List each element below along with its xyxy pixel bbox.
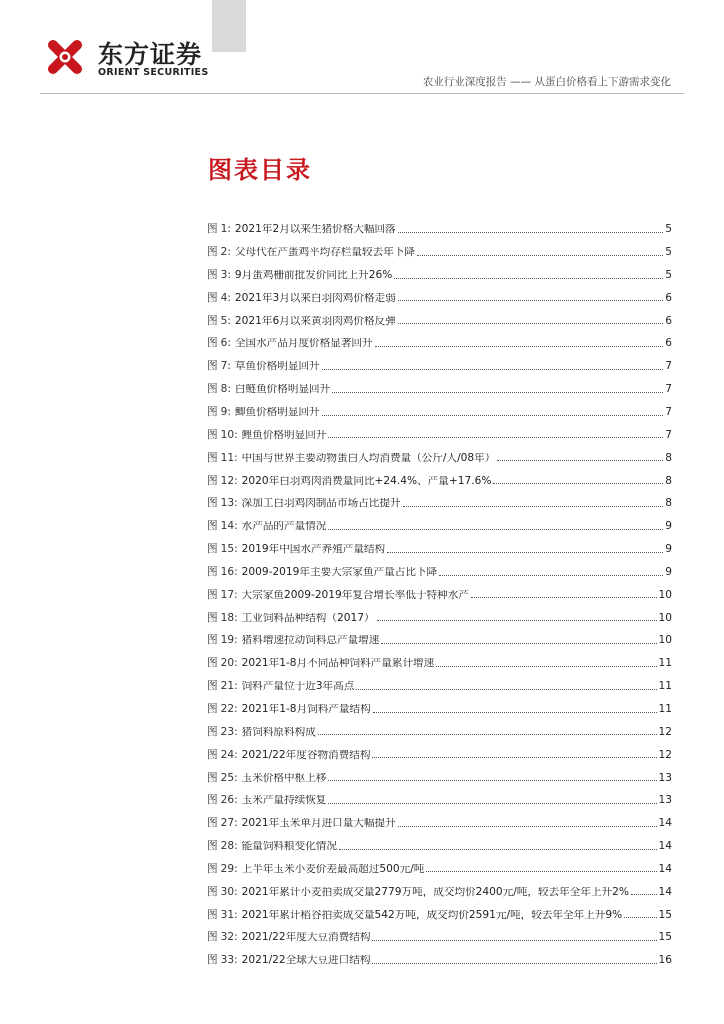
toc-entry-figure-number [207, 727, 242, 738]
toc-entry-prefix: 图 [207, 520, 218, 533]
toc-entry-leader-dots [328, 779, 656, 781]
toc-entry-page-number: 10 [658, 611, 672, 624]
toc-entry-prefix: 图 [207, 611, 218, 624]
toc-entry-title: 2021年1-8月饲料产量结构 [241, 703, 371, 715]
toc-entry-leader-dots [436, 665, 656, 667]
toc-entry-title: 2020年白羽鸡肉消费量同比+24.4%、产量+17.6% [241, 475, 492, 487]
toc-entry-prefix: 图 [207, 383, 218, 396]
toc-entry-prefix: 图 [207, 771, 218, 784]
toc-entry-prefix: 图 [207, 794, 218, 807]
toc-entry-page-number: 7 [665, 406, 672, 418]
toc-entry-page-number: 11 [658, 680, 672, 693]
toc-entry-figure-number [207, 658, 242, 669]
toc-entry-leader-dots [439, 574, 663, 576]
toc-entry-title: 鲤鱼价格明显回升 [241, 429, 327, 441]
toc-entry-leader-dots [372, 756, 656, 758]
toc-entry[interactable] [207, 920, 672, 943]
toc-entry[interactable] [207, 281, 672, 304]
toc-entry-page-number: 9 [665, 520, 672, 533]
toc-entry-prefix: 图 [207, 954, 218, 967]
toc-entry-title: 2021年累计稻谷拍卖成交量542万吨，成交均价2591元/吨，较去年全年上升9% [241, 909, 623, 921]
toc-entry-figure-number [207, 795, 242, 806]
toc-entry-leader-dots [398, 322, 664, 324]
toc-entry-number: 12: [220, 474, 238, 487]
toc-entry-title: 父母代在产蛋鸡平均存栏量较去年下降 [234, 247, 415, 258]
toc-entry-leader-dots [372, 939, 656, 941]
toc-entry-number: 17: [220, 588, 238, 601]
toc-entry[interactable] [207, 852, 672, 875]
toc-entry-prefix: 图 [207, 565, 218, 578]
toc-entry[interactable] [207, 212, 672, 235]
toc-entry-leader-dots [328, 528, 663, 530]
toc-entry-leader-dots [322, 414, 664, 416]
toc-entry-figure-number [207, 681, 242, 692]
toc-entry-leader-dots [356, 688, 656, 690]
toc-entry-page-number: 11 [658, 702, 672, 715]
toc-entry-number: 2: [220, 246, 231, 259]
toc-entry-leader-dots [394, 277, 663, 279]
toc-entry-leader-dots [497, 459, 663, 461]
toc-entry-leader-dots [339, 848, 657, 850]
toc-entry-number: 15: [220, 543, 238, 556]
toc-entry-number: 29: [220, 862, 238, 875]
toc-entry-number: 25: [220, 771, 238, 784]
toc-entry-page-number: 5 [665, 246, 672, 259]
toc-entry[interactable] [207, 303, 672, 326]
toc-entry-page-number: 15 [658, 931, 672, 944]
toc-entry-figure-number [207, 521, 242, 532]
toc-entry-title: 工业饲料品种结构（2017） [241, 612, 375, 624]
toc-entry-prefix: 图 [207, 428, 218, 441]
toc-entry-figure-number [207, 361, 235, 372]
toc-entry[interactable] [207, 578, 672, 601]
toc-entry-figure-number [207, 224, 235, 235]
toc-entry-page-number: 13 [658, 794, 672, 807]
toc-entry-title: 大宗家鱼2009-2019年复合增长率低于特种水产 [241, 589, 469, 601]
toc-entry-page-number: 14 [658, 817, 672, 830]
toc-entry-prefix: 图 [207, 474, 218, 487]
toc-entry-title: 中国与世界主要动物蛋白人均消费量（公斤/人/08年） [241, 452, 496, 464]
toc-entry-prefix: 图 [207, 634, 218, 647]
toc-entry-prefix: 图 [207, 223, 218, 236]
toc-entry-title: 2021年1-8月不同品种饲料产量累计增速 [241, 658, 435, 669]
toc-entry-figure-number [207, 430, 242, 441]
toc-entry-title: 饲料产量位于近3年高点 [241, 681, 355, 692]
toc-entry-leader-dots [328, 436, 663, 438]
toc-entry-leader-dots [398, 825, 657, 827]
toc-entry-title: 2021年3月以来白羽肉鸡价格走弱 [234, 292, 396, 304]
toc-entry-number: 6: [220, 337, 231, 350]
toc-entry[interactable] [207, 874, 672, 897]
toc-entry[interactable] [207, 463, 672, 486]
toc-entry-prefix: 图 [207, 314, 218, 327]
toc-entry-prefix: 图 [207, 817, 218, 830]
toc-entry-number: 30: [220, 885, 238, 898]
brand-logo [40, 30, 210, 86]
toc-entry-page-number: 7 [665, 428, 672, 441]
toc-entry[interactable] [207, 943, 672, 966]
toc-entry-title: 草鱼价格明显回升 [234, 361, 320, 372]
toc-entry-number: 8: [220, 383, 231, 396]
toc-entry-figure-number [207, 841, 242, 852]
toc-entry-page-number: 6 [665, 337, 672, 350]
toc-entry-prefix: 图 [207, 337, 218, 350]
toc-entry-figure-number [207, 887, 242, 898]
toc-entry-title: 2009-2019年主要大宗家鱼产量占比下降 [241, 566, 438, 578]
toc-entry-figure-number [207, 932, 242, 943]
toc-entry-number: 19: [220, 634, 238, 647]
toc-entry-title: 2021/22全球大豆进口结构 [241, 955, 371, 966]
toc-entry-number: 21: [220, 680, 238, 693]
toc-entry-figure-number [207, 293, 235, 304]
toc-entry-page-number: 7 [665, 383, 672, 396]
toc-entry-number: 26: [220, 794, 238, 807]
toc-entry-title: 玉米价格中枢上移 [241, 772, 327, 784]
toc-entry-number: 22: [220, 702, 238, 715]
toc-entry-prefix: 图 [207, 908, 218, 921]
toc-entry[interactable] [207, 646, 672, 669]
toc-entry[interactable] [207, 623, 672, 646]
toc-entry[interactable] [207, 555, 672, 578]
header-divider [40, 93, 684, 94]
toc-entry[interactable] [207, 737, 672, 760]
toc-entry[interactable] [207, 600, 672, 623]
toc-entry-figure-number [207, 407, 235, 418]
toc-entry[interactable] [207, 669, 672, 692]
orient-logo-icon [40, 32, 90, 82]
header-side-strip [212, 0, 246, 52]
toc-entry-number: 14: [220, 520, 238, 533]
toc-entry-number: 33: [220, 954, 238, 967]
toc-entry-page-number: 14 [658, 885, 672, 898]
toc-entry-figure-number [207, 590, 242, 601]
toc-entry[interactable] [207, 806, 672, 829]
toc-entry-page-number: 6 [665, 314, 672, 327]
report-header-line: 农业行业深度报告 —— 从蛋白价格看上下游需求变化 [422, 76, 671, 88]
toc-entry-leader-dots [375, 345, 664, 347]
toc-entry-prefix: 图 [207, 748, 218, 761]
toc-entry-title: 上半年玉米小麦价差最高超过500元/吨 [241, 863, 425, 875]
toc-entry-prefix: 图 [207, 451, 218, 464]
toc-entry-leader-dots [426, 870, 656, 872]
toc-entry-page-number: 10 [658, 634, 672, 647]
brand-name-cn: 东方证券 [98, 40, 203, 69]
toc-list [207, 212, 672, 966]
toc-entry-page-number: 12 [658, 725, 672, 738]
toc-entry-number: 7: [220, 360, 231, 373]
toc-entry-title: 2021/22年度大豆消费结构 [241, 932, 371, 943]
toc-entry-page-number: 5 [665, 268, 672, 281]
toc-entry-leader-dots [403, 505, 664, 507]
toc-entry[interactable] [207, 760, 672, 783]
toc-entry-page-number: 15 [658, 908, 672, 921]
toc-entry-leader-dots [381, 642, 656, 644]
toc-entry[interactable] [207, 440, 672, 463]
toc-entry-page-number: 6 [665, 291, 672, 304]
toc-entry-page-number: 8 [665, 497, 672, 510]
toc-entry-figure-number [207, 544, 242, 555]
toc-entry-figure-number [207, 635, 242, 646]
toc-entry-number: 5: [220, 314, 231, 327]
toc-entry[interactable] [207, 395, 672, 418]
toc-entry-figure-number [207, 704, 242, 715]
toc-entry-title: 水产品的产量情况 [241, 521, 327, 532]
toc-entry[interactable] [207, 372, 672, 395]
toc-entry-figure-number [207, 567, 242, 578]
toc-entry-title: 2021年累计小麦拍卖成交量2779万吨，成交均价2400元/吨，较去年全年上升2% [241, 886, 629, 898]
toc-title: 图表目录 [208, 156, 312, 184]
toc-entry-title: 能量饲料粮变化情况 [241, 841, 337, 852]
toc-entry-title: 全国水产品月度价格显著回升 [234, 338, 373, 350]
toc-entry-leader-dots [624, 916, 656, 918]
toc-entry[interactable] [207, 509, 672, 532]
toc-entry-prefix: 图 [207, 657, 218, 670]
toc-entry-figure-number [207, 384, 235, 395]
toc-entry-leader-dots [387, 551, 663, 553]
toc-entry-number: 13: [220, 497, 238, 510]
toc-entry-number: 28: [220, 840, 238, 853]
toc-entry-number: 32: [220, 931, 238, 944]
toc-entry-title: 玉米产量持续恢复 [241, 795, 327, 806]
toc-entry[interactable] [207, 235, 672, 258]
toc-entry-leader-dots [377, 619, 657, 621]
toc-entry-prefix: 图 [207, 862, 218, 875]
toc-entry[interactable] [207, 486, 672, 509]
toc-entry-prefix: 图 [207, 543, 218, 556]
toc-entry[interactable] [207, 326, 672, 349]
toc-entry-prefix: 图 [207, 246, 218, 259]
toc-entry-figure-number [207, 955, 242, 966]
toc-entry-title: 2019年中国水产养殖产量结构 [241, 544, 386, 555]
toc-entry-figure-number [207, 270, 235, 281]
toc-entry-prefix: 图 [207, 725, 218, 738]
toc-entry-figure-number [207, 247, 235, 258]
toc-entry-page-number: 10 [658, 588, 672, 601]
toc-entry[interactable] [207, 258, 672, 281]
toc-entry-leader-dots [322, 368, 664, 370]
toc-entry-prefix: 图 [207, 931, 218, 944]
toc-entry-figure-number [207, 453, 242, 464]
toc-entry-leader-dots [398, 231, 664, 233]
toc-entry-page-number: 14 [658, 840, 672, 853]
toc-entry-figure-number [207, 818, 242, 829]
toc-entry-prefix: 图 [207, 680, 218, 693]
toc-entry-page-number: 9 [665, 565, 672, 578]
toc-entry-title: 2021年玉米单月进口量大幅提升 [241, 818, 396, 829]
toc-entry-title: 2021年2月以来生猪价格大幅回落 [234, 224, 396, 235]
toc-entry-number: 3: [220, 268, 231, 281]
toc-entry-page-number: 9 [665, 543, 672, 556]
toc-entry-title: 2021年6月以来黄羽肉鸡价格反弹 [234, 315, 396, 327]
toc-entry[interactable] [207, 692, 672, 715]
toc-entry-page-number: 8 [665, 474, 672, 487]
toc-entry-figure-number [207, 498, 242, 509]
toc-entry-number: 11: [220, 451, 238, 464]
toc-entry-leader-dots [471, 596, 657, 598]
toc-entry-number: 16: [220, 565, 238, 578]
toc-entry-prefix: 图 [207, 360, 218, 373]
toc-entry[interactable] [207, 532, 672, 555]
toc-entry-figure-number [207, 476, 242, 487]
toc-entry-number: 10: [220, 428, 238, 441]
toc-entry[interactable] [207, 783, 672, 806]
toc-entry-title: 深加工白羽鸡肉制品市场占比提升 [241, 498, 401, 509]
toc-entry-prefix: 图 [207, 588, 218, 601]
toc-entry-prefix: 图 [207, 497, 218, 510]
toc-entry-figure-number [207, 773, 242, 784]
toc-entry-leader-dots [372, 962, 656, 964]
toc-entry-number: 4: [220, 291, 231, 304]
toc-entry[interactable] [207, 897, 672, 920]
toc-entry-page-number: 8 [665, 451, 672, 464]
toc-entry-title: 2021/22年度谷物消费结构 [241, 749, 371, 761]
toc-entry-leader-dots [373, 711, 657, 713]
toc-entry-number: 9: [220, 406, 231, 418]
toc-entry-number: 24: [220, 748, 238, 761]
toc-entry[interactable] [207, 418, 672, 441]
toc-entry-leader-dots [631, 893, 657, 895]
toc-entry-figure-number [207, 750, 242, 761]
toc-entry-leader-dots [417, 254, 663, 256]
toc-entry-page-number: 14 [658, 862, 672, 875]
toc-entry-title: 9月蛋鸡栅前批发价同比上升26% [234, 269, 393, 281]
toc-entry-number: 27: [220, 817, 238, 830]
toc-entry[interactable] [207, 349, 672, 372]
toc-entry-page-number: 11 [658, 657, 672, 670]
brand-name-en: ORIENT SECURITIES [98, 67, 209, 78]
toc-entry-prefix: 图 [207, 406, 218, 418]
toc-entry-leader-dots [398, 299, 664, 301]
toc-entry-number: 20: [220, 657, 238, 670]
toc-entry-leader-dots [318, 733, 657, 735]
toc-entry-title: 猪饲料原料构成 [241, 726, 316, 738]
toc-entry-number: 1: [220, 223, 231, 236]
toc-entry-number: 18: [220, 611, 238, 624]
toc-entry-prefix: 图 [207, 885, 218, 898]
toc-entry-leader-dots [332, 391, 663, 393]
toc-entry-title: 白鲢鱼价格明显回升 [234, 384, 331, 395]
toc-entry[interactable] [207, 715, 672, 738]
toc-entry-figure-number [207, 338, 235, 349]
toc-entry-page-number: 12 [658, 748, 672, 761]
toc-entry-leader-dots [493, 482, 663, 484]
toc-entry-prefix: 图 [207, 268, 218, 281]
toc-entry-page-number: 5 [665, 223, 672, 236]
toc-entry-leader-dots [328, 802, 656, 804]
toc-entry-figure-number [207, 864, 242, 875]
toc-entry[interactable] [207, 829, 672, 852]
toc-entry-figure-number [207, 613, 242, 624]
toc-entry-page-number: 13 [658, 771, 672, 784]
toc-entry-title: 鲫鱼价格明显回升 [234, 407, 320, 418]
toc-entry-title: 猪料增速拉动饲料总产量增速 [241, 635, 380, 647]
toc-entry-number: 31: [220, 908, 238, 921]
toc-entry-page-number: 16 [658, 954, 672, 967]
toc-entry-figure-number [207, 910, 242, 921]
toc-entry-prefix: 图 [207, 291, 218, 304]
toc-entry-page-number: 7 [665, 360, 672, 373]
toc-entry-prefix: 图 [207, 702, 218, 715]
toc-entry-figure-number [207, 316, 235, 327]
toc-entry-prefix: 图 [207, 840, 218, 853]
toc-entry-number: 23: [220, 725, 238, 738]
